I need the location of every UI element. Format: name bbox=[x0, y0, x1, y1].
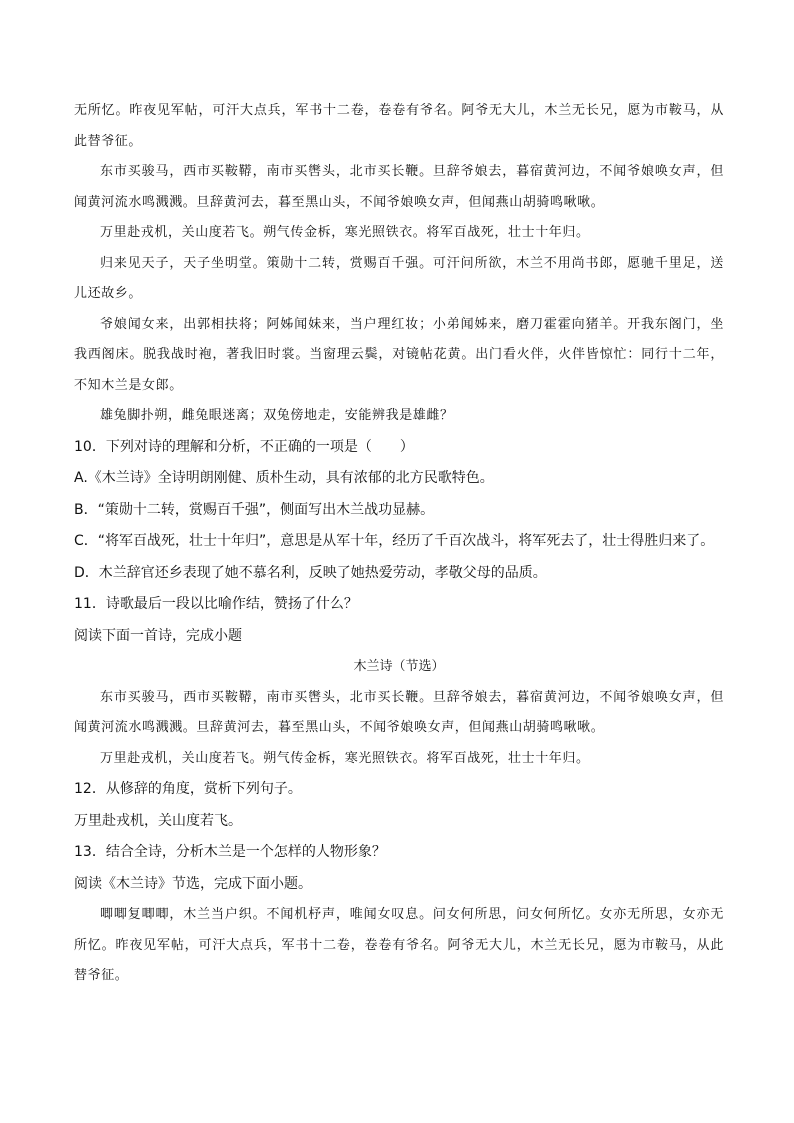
poem-paragraph: 东市买骏马，西市买鞍鞯，南市买辔头，北市买长鞭。旦辞爷娘去，暮宿黄河边，不闻爷娘唤女声，但闻黄河流水鸣溅溅。旦辞黄河去，暮至黑山头，不闻爷娘唤女声，但闻燕山胡骑鸣啾啾。 bbox=[74, 164, 724, 210]
poem-passage-2 bbox=[74, 683, 724, 775]
poem-paragraph: 无所忆。昨夜见军帖，可汗大点兵，军书十二卷，卷卷有爷名。阿爷无大儿，木兰无长兄，愿为市鞍马，从此替爷征。 bbox=[74, 103, 724, 149]
poem-paragraph: 万里赴戎机，关山度若飞。朔气传金柝，寒光照铁衣。将军百战死，壮士十年归。 bbox=[100, 225, 590, 240]
poem-paragraph: 东市买骏马，西市买鞍鞯，南市买辔头，北市买长鞭。旦辞爷娘去，暮宿黄河边，不闻爷娘唤女声，但闻黄河流水鸣溅溅。旦辞黄河去，暮至黑山头，不闻爷娘唤女声，但闻燕山胡骑鸣啾啾。 bbox=[74, 689, 724, 735]
question-10 bbox=[74, 432, 724, 590]
poem-paragraph: 雄兔脚扑朔，雌兔眼迷离；双兔傍地走，安能辨我是雄雌？ bbox=[100, 408, 454, 423]
poem-passage-1 bbox=[74, 96, 724, 432]
poem-paragraph: 归来见天子，天子坐明堂。策勋十二转，赏赐百千强。可汗问所欲，木兰不用尚书郎，愿驰千里足，送儿还故乡。 bbox=[74, 255, 724, 301]
question-13: 13．结合全诗，分析木兰是一个怎样的人物形象？ bbox=[74, 844, 386, 860]
poem-title: 木兰诗（节选） bbox=[353, 659, 445, 674]
poem-paragraph: 万里赴戎机，关山度若飞。朔气传金柝，寒光照铁衣。将军百战死，壮士十年归。 bbox=[100, 750, 590, 766]
question-stem: 10．下列对诗的理解和分析，不正确的一项是（ ） bbox=[74, 438, 414, 455]
poem-paragraph: 唧唧复唧唧，木兰当户织。不闻机杼声，唯闻女叹息。问女何所思，问女何所忆。女亦无所思，女亦无所忆。昨夜见军帖，可汗大点兵，军书十二卷，卷卷有爷名。阿爷无大儿，木兰无长兄，愿为市鞍马，从此替爷征。 bbox=[74, 907, 724, 983]
reading-instruction: 阅读下面一首诗，完成小题 bbox=[74, 627, 242, 644]
option-d: D．木兰辞官还乡表现了她不慕名利，反映了她热爱劳动，孝敬父母的品质。 bbox=[74, 564, 547, 581]
poem-passage-3 bbox=[74, 900, 724, 992]
question-12: 12．从修辞的角度，赏析下列句子。 bbox=[74, 781, 302, 797]
option-b: B．“策勋十二转，赏赐百千强”，侧面写出木兰战功显赫。 bbox=[74, 501, 435, 518]
question-11: 11．诗歌最后一段以比喻作结，赞扬了什么？ bbox=[74, 596, 358, 612]
question-12-quote: 万里赴戎机，关山度若飞。 bbox=[74, 812, 242, 829]
reading-instruction: 阅读《木兰诗》节选，完成下面小题。 bbox=[74, 875, 312, 892]
option-c: C．“将军百战死，壮士十年归”，意思是从军十年，经历了千百次战斗，将军死去了，壮士得胜归来了。 bbox=[74, 533, 715, 549]
option-a: A.《木兰诗》全诗明朗刚健、质朴生动，具有浓郁的北方民歌特色。 bbox=[74, 470, 494, 486]
poem-paragraph: 爷娘闻女来，出郭相扶将；阿姊闻妹来，当户理红妆；小弟闻姊来，磨刀霍霍向猪羊。开我东阁门，坐我西阁床。脱我战时袍，著我旧时裳。当窗理云鬓，对镜帖花黄。出门看火伴，火伴皆惊忙：同行十二年，不知木兰是女郎。 bbox=[74, 316, 724, 393]
document-page bbox=[74, 96, 724, 992]
